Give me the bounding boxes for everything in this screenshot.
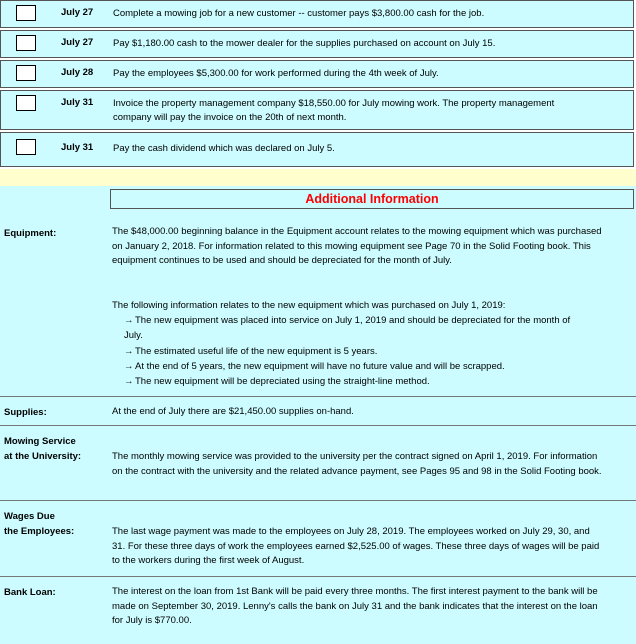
transaction-date: July 27 [61,37,94,48]
wages-label-line2: the Employees: [4,526,75,537]
bank-loan-label: Bank Loan: [4,587,56,598]
transaction-date: July 27 [61,7,94,18]
transaction-row [0,30,634,58]
transaction-row [0,132,634,167]
transaction-description: Pay the cash dividend which was declared on July 5. [113,143,335,154]
equipment-paragraph-1: The $48,000.00 beginning balance in the Equipment account relates to the mowing equipment which was purchased on January 2, 2018. For information related to this mowing equipment see Page 70 in the Solid Footing book. This equipment continues to be used and should be depreciated for the month of July. [112,226,602,266]
section-divider [0,576,636,577]
mowing-text: The monthly mowing service was provided to the university per the contract signed on April 1, 2019. For information on the contract with the university and the related advance payment, see Pages 95 and 98 in the Solid Footing book. [112,451,602,477]
equipment-paragraph-2: The following information relates to the new equipment which was purchased on July 1, 2019: [112,300,506,311]
equipment-bullet-text: The new equipment will be depreciated using the straight-line method. [135,376,430,387]
arrow-icon: → [124,346,134,357]
transaction-description: Pay $1,180.00 cash to the mower dealer for the supplies purchased on account on July 15. [113,38,496,49]
wages-label-line1: Wages Due [4,511,55,522]
arrow-icon: → [124,361,134,372]
transaction-checkbox[interactable] [16,35,36,51]
mowing-label-line1: Mowing Service [4,436,76,447]
transaction-checkbox[interactable] [16,139,36,155]
transaction-checkbox[interactable] [16,95,36,111]
equipment-bullet [124,375,584,390]
bank-loan-text: The interest on the loan from 1st Bank will be paid every three months. The first interest payment to the bank will be made on September 30, 2019. Lenny's calls the bank on July 31 and the bank indicates that the interest on the loan for July is $770.00. [112,586,598,626]
arrow-icon: → [124,315,134,326]
equipment-label: Equipment: [4,228,57,239]
wages-text: The last wage payment was made to the employees on July 28, 2019. The employees worked on July 29, 30, and 31. For these three days of work the employees earned $2,525.00 of wages. These three days of wages will be paid to the workers during the first week of August. [112,526,600,566]
transaction-description: Invoice the property management company $18,550.00 for July mowing work. The property management company will pay the invoice on the 20th of next month. [113,98,555,123]
equipment-bullet-text: The new equipment was placed into service on July 1, 2019 and should be depreciated for the month of July. [124,315,571,341]
transaction-date: July 31 [61,142,94,153]
transaction-date: July 28 [61,67,94,78]
transaction-checkbox[interactable] [16,5,36,21]
equipment-bullet-text: At the end of 5 years, the new equipment will have no future value and will be scrapped. [135,361,505,372]
section-divider [0,500,636,501]
section-divider [0,425,636,426]
equipment-bullet [124,314,584,343]
transaction-row [0,90,634,130]
mowing-label-line2: at the University: [4,451,82,462]
additional-info-title: Additional Information [110,189,634,209]
transaction-description: Complete a mowing job for a new customer -- customer pays $3,800.00 cash for the job. [113,8,485,19]
transaction-date: July 31 [61,97,94,108]
equipment-bullet [124,360,584,375]
arrow-icon: → [124,376,134,387]
equipment-bullet [124,345,584,360]
transaction-row [0,60,634,88]
supplies-text: At the end of July there are $21,450.00 supplies on-hand. [112,406,354,417]
supplies-label: Supplies: [4,407,47,418]
transaction-checkbox[interactable] [16,65,36,81]
section-divider [0,396,636,397]
transaction-description: Pay the employees $5,300.00 for work performed during the 4th week of July. [113,68,439,79]
transaction-row [0,0,634,28]
section-spacer [0,169,636,186]
equipment-bullet-text: The estimated useful life of the new equipment is 5 years. [135,346,378,357]
